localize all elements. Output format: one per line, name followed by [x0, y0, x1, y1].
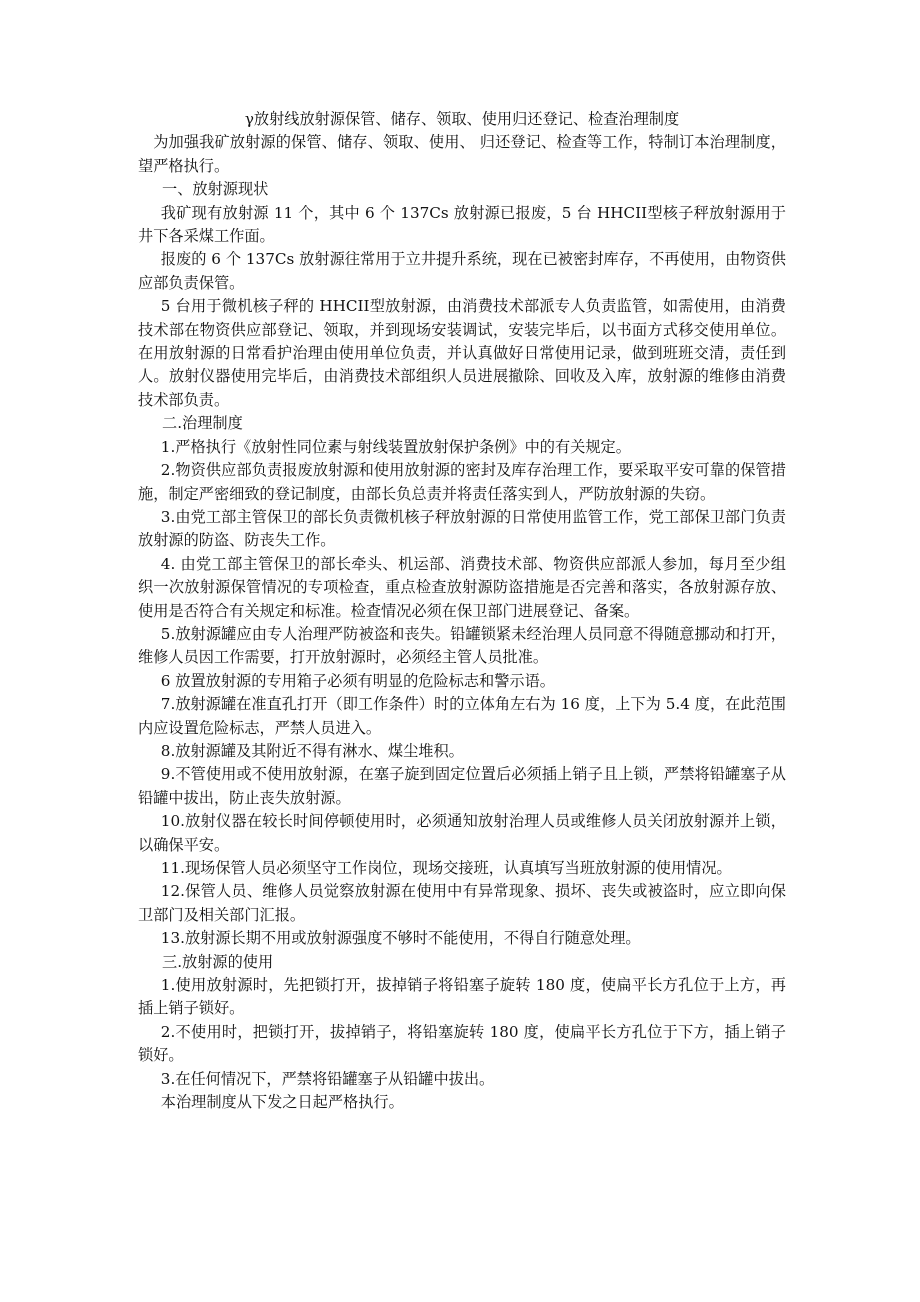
section3-heading: 三.放射源的使用 — [162, 952, 274, 971]
section2-item-6: 6 放置放射源的专用箱子必须有明显的危险标志和警示语。 — [160, 671, 555, 690]
section2-item-1: 1.严格执行《放射性同位素与射线装置放射保护条例》中的有关规定。 — [160, 437, 631, 456]
intro-paragraph: 为加强我矿放射源的保管、储存、领取、使用、 归还登记、检查等工作，特制订本治理制度，望严格执行。 — [138, 133, 786, 175]
section3-item-1: 1.使用放射源时，先把锁打开，拔掉销子将铅塞子旋转 180 度，使扁平长方孔位于上方，再插上销子锁好。 — [138, 976, 786, 1018]
section2-item-8: 8.放射源罐及其附近不得有淋水、煤尘堆积。 — [160, 741, 464, 760]
section2-item-2: 2.物资供应部负责报废放射源和使用放射源的密封及库存治理工作，要采取平安可靠的保管措施，制定严密细致的登记制度，由部长负总责并将责任落实到人，严防放射源的失窃。 — [138, 461, 786, 503]
section2-item-11: 11.现场保管人员必须坚守工作岗位，现场交接班，认真填写当班放射源的使用情况。 — [160, 859, 732, 877]
section2-item-13: 13.放射源长期不用或放射源强度不够时不能使用，不得自行随意处理。 — [160, 929, 641, 948]
closing-paragraph: 本治理制度从下发之日起严格执行。 — [160, 1093, 404, 1112]
document-page — [138, 108, 786, 1114]
section2-item-7: 7.放射源罐在准直孔打开（即工作条件）时的立体角左右为 16 度，上下为 5.4 度，在此范围内应设置危险标志，严禁人员进入。 — [138, 695, 786, 737]
section2-item-9: 9.不管使用或不使用放射源，在塞子旋到固定位置后必须插上销子且上锁，严禁将铅罐塞子从铅罐中拔出，防止丧失放射源。 — [138, 765, 786, 807]
section1-paragraph-2: 报废的 6 个 137Cs 放射源往常用于立井提升系统，现在已被密封库存，不再使用，由物资供应部负责保管。 — [138, 250, 786, 292]
section2-item-5: 5.放射源罐应由专人治理严防被盗和丧失。铅罐锁紧未经治理人员同意不得随意挪动和打开，维修人员因工作需要，打开放射源时，必须经主管人员批准。 — [138, 624, 786, 667]
section1-heading: 一、放射源现状 — [162, 180, 269, 199]
section2-item-10: 10.放射仪器在较长时间停顿使用时，必须通知放射治理人员或维修人员关闭放射源并上锁，以确保平安。 — [138, 812, 786, 854]
section2-item-3: 3.由党工部主管保卫的部长负责微机核子秤放射源的日常使用监管工作，党工部保卫部门负责放射源的防盗、防丧失工作。 — [138, 507, 786, 550]
section3-item-3: 3.在任何情况下，严禁将铅罐塞子从铅罐中拔出。 — [160, 1069, 495, 1088]
section2-item-12: 12.保管人员、维修人员觉察放射源在使用中有异常现象、损坏、丧失或被盗时，应立即向保卫部门及相关部门汇报。 — [138, 882, 786, 924]
section3-item-2: 2.不使用时，把锁打开，拔掉销子，将铅塞旋转 180 度，使扁平长方孔位于下方，插上销子锁好。 — [138, 1022, 786, 1065]
section1-paragraph-3: 5 台用于微机核子秤的 HHCII型放射源，由消费技术部派专人负责监管，如需使用，由消费技术部在物资供应部登记、领取，并到现场安装调试，安装完毕后，以书面方式移交使用单位。在用放射源的日常看护治理由使用单位负责，并认真做好日常使用记录，做到班班交清，责任到人。放射仪器使用完毕后，由消费技术部组织人员进展撤除、回收及入库，放射源的维修由消费技术部负责。 — [138, 297, 786, 409]
section2-item-4: 4. 由党工部主管保卫的部长牵头、机运部、消费技术部、物资供应部派人参加，每月至少组织一次放射源保管情况的专项检查，重点检查放射源防盗措施是否完善和落实，各放射源存放、使用是否符合有关规定和标准。检查情况必须在保卫部门进展登记、备案。 — [138, 554, 786, 620]
section1-paragraph-1: 我矿现有放射源 11 个，其中 6 个 137Cs 放射源已报废，5 台 HHCII型核子秤放射源用于井下各采煤工作面。 — [138, 203, 786, 246]
section2-heading: 二.治理制度 — [162, 414, 243, 433]
document-title: γ放射线放射源保管、储存、领取、使用归还登记、检查治理制度 — [244, 110, 680, 128]
